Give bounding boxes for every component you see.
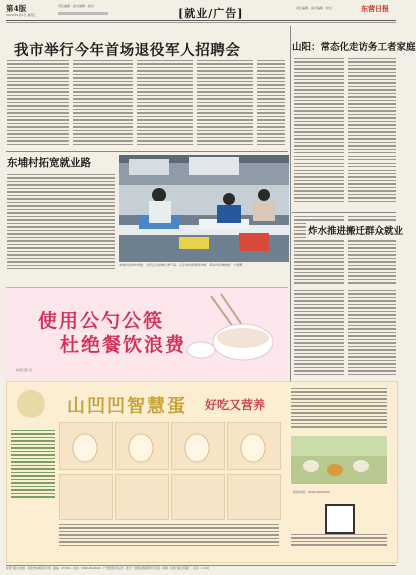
main-col-4 bbox=[197, 60, 253, 150]
egg-ad bbox=[6, 381, 398, 563]
section-title: [就业/广告] bbox=[178, 7, 244, 20]
ad-chickens-photo bbox=[291, 436, 387, 484]
main-col-2 bbox=[73, 60, 133, 150]
meta-line: 责任编辑 · 美术编辑 · 校对 bbox=[58, 4, 94, 8]
masthead: 东营日报 bbox=[361, 4, 389, 13]
right-col-e bbox=[294, 244, 344, 284]
right-col-f bbox=[294, 290, 344, 380]
bowl-chopsticks-icon bbox=[181, 292, 285, 372]
right-meta: 责任编辑 · 美术编辑 · 校对 bbox=[296, 6, 332, 10]
qr-code bbox=[325, 504, 355, 534]
shanyang-headline: 山阳：常态化走访务工者家庭 bbox=[292, 42, 416, 53]
date-line: 2022年4月6日 星期三 bbox=[6, 13, 37, 17]
ad-right-text bbox=[291, 388, 387, 432]
ad-right-tel: 热线电话：0546-0000000 bbox=[293, 490, 331, 494]
chicken-icons bbox=[291, 436, 387, 484]
ad-brand: 山凹凹智慧蛋 bbox=[67, 396, 187, 417]
civility-banner bbox=[6, 287, 288, 380]
egg-box-6 bbox=[115, 474, 169, 520]
banner-line-2: 杜绝餐饮浪费 bbox=[60, 334, 187, 356]
header-rule-2 bbox=[6, 22, 396, 23]
ad-slogan: 好吃又营养 bbox=[205, 398, 266, 412]
main-headline: 我市举行今年首场退役军人招聘会 bbox=[14, 42, 241, 59]
row-rule bbox=[6, 151, 288, 152]
banner-line-1: 使用公勺公筷 bbox=[38, 310, 165, 332]
right-rule bbox=[292, 212, 396, 213]
right-col-a bbox=[294, 58, 344, 208]
main-col-5 bbox=[257, 60, 285, 150]
footer-text: 东营日报社 地址：东营市东城府前大街 · 邮编：257091 · 电话：0546-8000000 · 广告经营许可证号 · 发行：全国各地邮局均可订阅 · 印刷：东营日报社印刷厂 · 定价：1.50元 bbox=[6, 567, 210, 570]
banner-credit: 东营日报 宣 bbox=[16, 368, 32, 372]
header-rule bbox=[6, 20, 396, 21]
meta-line-2 bbox=[58, 12, 108, 15]
right-col-b bbox=[348, 58, 396, 208]
factory-photo-image bbox=[119, 155, 289, 262]
ad-logo-small bbox=[17, 390, 45, 418]
ad-left-panel bbox=[11, 430, 55, 550]
photo-caption: 东埔村扶贫车间里，村民正在赶制订单产品。这是该村拓宽就业路、带动村民增收的一个缩影。 bbox=[119, 263, 246, 267]
egg-icons bbox=[63, 430, 275, 464]
main-col-3 bbox=[137, 60, 193, 150]
zhashui-headline: 炸水推进搬迁群众就业 bbox=[306, 222, 405, 238]
factory-photo bbox=[119, 155, 289, 262]
cunlu-headline: 东埔村拓宽就业路 bbox=[7, 157, 91, 169]
right-col-g bbox=[348, 290, 396, 380]
ad-left-text bbox=[11, 430, 55, 540]
egg-box-7 bbox=[171, 474, 225, 520]
egg-box-5 bbox=[59, 474, 113, 520]
egg-box-8 bbox=[227, 474, 281, 520]
ad-right-panel bbox=[287, 388, 391, 554]
footer-rule bbox=[6, 565, 396, 566]
main-col-1 bbox=[7, 60, 69, 150]
page-number: 第4版 bbox=[6, 4, 27, 13]
ad-product-text bbox=[59, 524, 279, 554]
ad-right-foot bbox=[291, 534, 387, 552]
cunlu-col bbox=[7, 174, 115, 274]
